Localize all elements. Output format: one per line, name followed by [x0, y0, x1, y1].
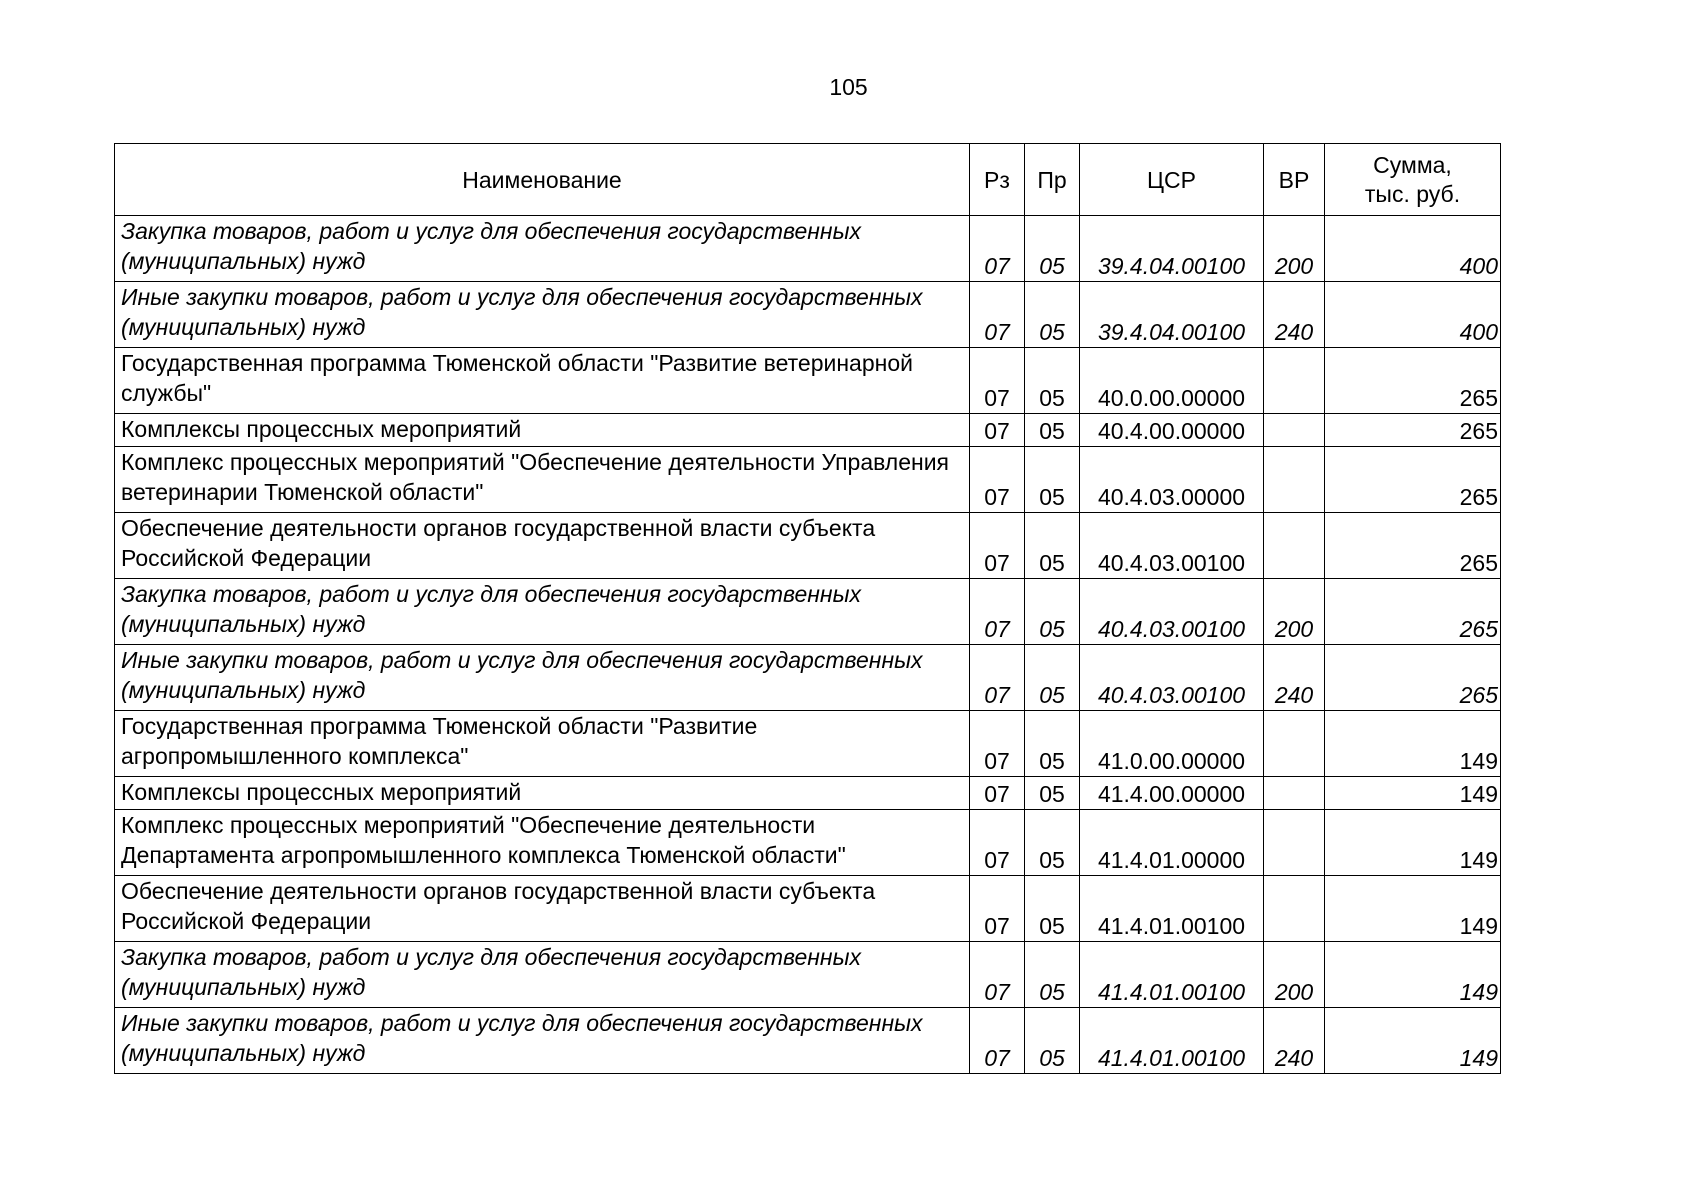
header-sum-line2: тыс. руб. — [1364, 180, 1461, 207]
row-rz: 07 — [970, 777, 1025, 810]
row-name: Закупка товаров, работ и услуг для обеспечения государственных (муниципальных) нужд — [115, 216, 970, 282]
header-sum — [1325, 144, 1501, 216]
row-pr: 05 — [1025, 348, 1080, 414]
row-name: Обеспечение деятельности органов государственной власти субъекта Российской Федерации — [115, 513, 970, 579]
row-vr: 240 — [1264, 1008, 1325, 1074]
row-sum: 149 — [1325, 711, 1501, 777]
row-vr — [1264, 513, 1325, 579]
row-pr: 05 — [1025, 414, 1080, 447]
row-pr: 05 — [1025, 447, 1080, 513]
row-name: Иные закупки товаров, работ и услуг для обеспечения государственных (муниципальных) нужд — [115, 1008, 970, 1074]
row-name: Закупка товаров, работ и услуг для обеспечения государственных (муниципальных) нужд — [115, 942, 970, 1008]
row-name: Комплексы процессных мероприятий — [115, 777, 970, 810]
row-csr: 39.4.04.00100 — [1080, 282, 1264, 348]
header-pr: Пр — [1025, 144, 1080, 216]
row-sum: 265 — [1325, 513, 1501, 579]
row-sum: 149 — [1325, 810, 1501, 876]
row-name: Обеспечение деятельности органов государственной власти субъекта Российской Федерации — [115, 876, 970, 942]
row-sum: 149 — [1325, 876, 1501, 942]
row-pr: 05 — [1025, 810, 1080, 876]
page-number: 105 — [829, 74, 868, 100]
row-csr: 41.4.01.00000 — [1080, 810, 1264, 876]
row-sum: 265 — [1325, 447, 1501, 513]
row-pr: 05 — [1025, 876, 1080, 942]
row-csr: 40.0.00.00000 — [1080, 348, 1264, 414]
row-csr: 41.4.00.00000 — [1080, 777, 1264, 810]
row-rz: 07 — [970, 711, 1025, 777]
row-pr: 05 — [1025, 216, 1080, 282]
row-rz: 07 — [970, 348, 1025, 414]
row-vr — [1264, 447, 1325, 513]
budget-table — [114, 143, 1501, 1074]
row-vr — [1264, 348, 1325, 414]
row-rz: 07 — [970, 645, 1025, 711]
row-vr: 240 — [1264, 282, 1325, 348]
row-rz: 07 — [970, 942, 1025, 1008]
table-row — [115, 282, 1501, 348]
row-sum: 149 — [1325, 777, 1501, 810]
row-vr: 200 — [1264, 216, 1325, 282]
table-row — [115, 942, 1501, 1008]
row-csr: 41.4.01.00100 — [1080, 876, 1264, 942]
row-vr — [1264, 414, 1325, 447]
table-row — [115, 876, 1501, 942]
table-row — [115, 447, 1501, 513]
row-name: Комплекс процессных мероприятий "Обеспечение деятельности Управления ветеринарии Тюменской области" — [115, 447, 970, 513]
row-rz: 07 — [970, 1008, 1025, 1074]
table-header-row — [115, 144, 1501, 216]
row-csr: 40.4.03.00000 — [1080, 447, 1264, 513]
row-sum: 149 — [1325, 1008, 1501, 1074]
table-row — [115, 645, 1501, 711]
row-vr — [1264, 711, 1325, 777]
row-sum: 265 — [1325, 348, 1501, 414]
row-pr: 05 — [1025, 579, 1080, 645]
row-name: Комплекс процессных мероприятий "Обеспечение деятельности Департамента агропромышленного комплекса Тюменской области" — [115, 810, 970, 876]
row-pr: 05 — [1025, 1008, 1080, 1074]
table-row — [115, 216, 1501, 282]
row-sum: 265 — [1325, 645, 1501, 711]
row-pr: 05 — [1025, 777, 1080, 810]
row-vr: 200 — [1264, 579, 1325, 645]
row-csr: 41.4.01.00100 — [1080, 942, 1264, 1008]
row-csr: 41.4.01.00100 — [1080, 1008, 1264, 1074]
row-sum: 400 — [1325, 216, 1501, 282]
row-pr: 05 — [1025, 513, 1080, 579]
row-pr: 05 — [1025, 711, 1080, 777]
row-csr: 40.4.00.00000 — [1080, 414, 1264, 447]
row-csr: 41.0.00.00000 — [1080, 711, 1264, 777]
table-row — [115, 348, 1501, 414]
row-rz: 07 — [970, 579, 1025, 645]
row-name: Государственная программа Тюменской области "Развитие агропромышленного комплекса" — [115, 711, 970, 777]
header-csr: ЦСР — [1080, 144, 1264, 216]
row-sum: 265 — [1325, 579, 1501, 645]
row-name: Иные закупки товаров, работ и услуг для обеспечения государственных (муниципальных) нужд — [115, 282, 970, 348]
row-csr: 40.4.03.00100 — [1080, 513, 1264, 579]
row-vr: 200 — [1264, 942, 1325, 1008]
row-pr: 05 — [1025, 645, 1080, 711]
table-row — [115, 777, 1501, 810]
row-pr: 05 — [1025, 282, 1080, 348]
table-row — [115, 513, 1501, 579]
header-name: Наименование — [115, 144, 970, 216]
row-pr: 05 — [1025, 942, 1080, 1008]
header-vr: ВР — [1264, 144, 1325, 216]
row-rz: 07 — [970, 876, 1025, 942]
row-sum: 149 — [1325, 942, 1501, 1008]
table-row — [115, 810, 1501, 876]
row-rz: 07 — [970, 447, 1025, 513]
header-sum-line1: Сумма, — [1373, 151, 1452, 178]
row-name: Закупка товаров, работ и услуг для обеспечения государственных (муниципальных) нужд — [115, 579, 970, 645]
row-csr: 40.4.03.00100 — [1080, 579, 1264, 645]
row-vr — [1264, 810, 1325, 876]
row-rz: 07 — [970, 414, 1025, 447]
row-name: Иные закупки товаров, работ и услуг для обеспечения государственных (муниципальных) нужд — [115, 645, 970, 711]
row-rz: 07 — [970, 216, 1025, 282]
row-sum: 400 — [1325, 282, 1501, 348]
table-row — [115, 711, 1501, 777]
row-rz: 07 — [970, 810, 1025, 876]
table-row — [115, 1008, 1501, 1074]
row-vr — [1264, 876, 1325, 942]
row-csr: 39.4.04.00100 — [1080, 216, 1264, 282]
row-csr: 40.4.03.00100 — [1080, 645, 1264, 711]
row-rz: 07 — [970, 513, 1025, 579]
row-vr: 240 — [1264, 645, 1325, 711]
row-vr — [1264, 777, 1325, 810]
row-name: Государственная программа Тюменской области "Развитие ветеринарной службы" — [115, 348, 970, 414]
table-row — [115, 579, 1501, 645]
row-name: Комплексы процессных мероприятий — [115, 414, 970, 447]
table-row — [115, 414, 1501, 447]
row-sum: 265 — [1325, 414, 1501, 447]
row-rz: 07 — [970, 282, 1025, 348]
header-rz: Рз — [970, 144, 1025, 216]
